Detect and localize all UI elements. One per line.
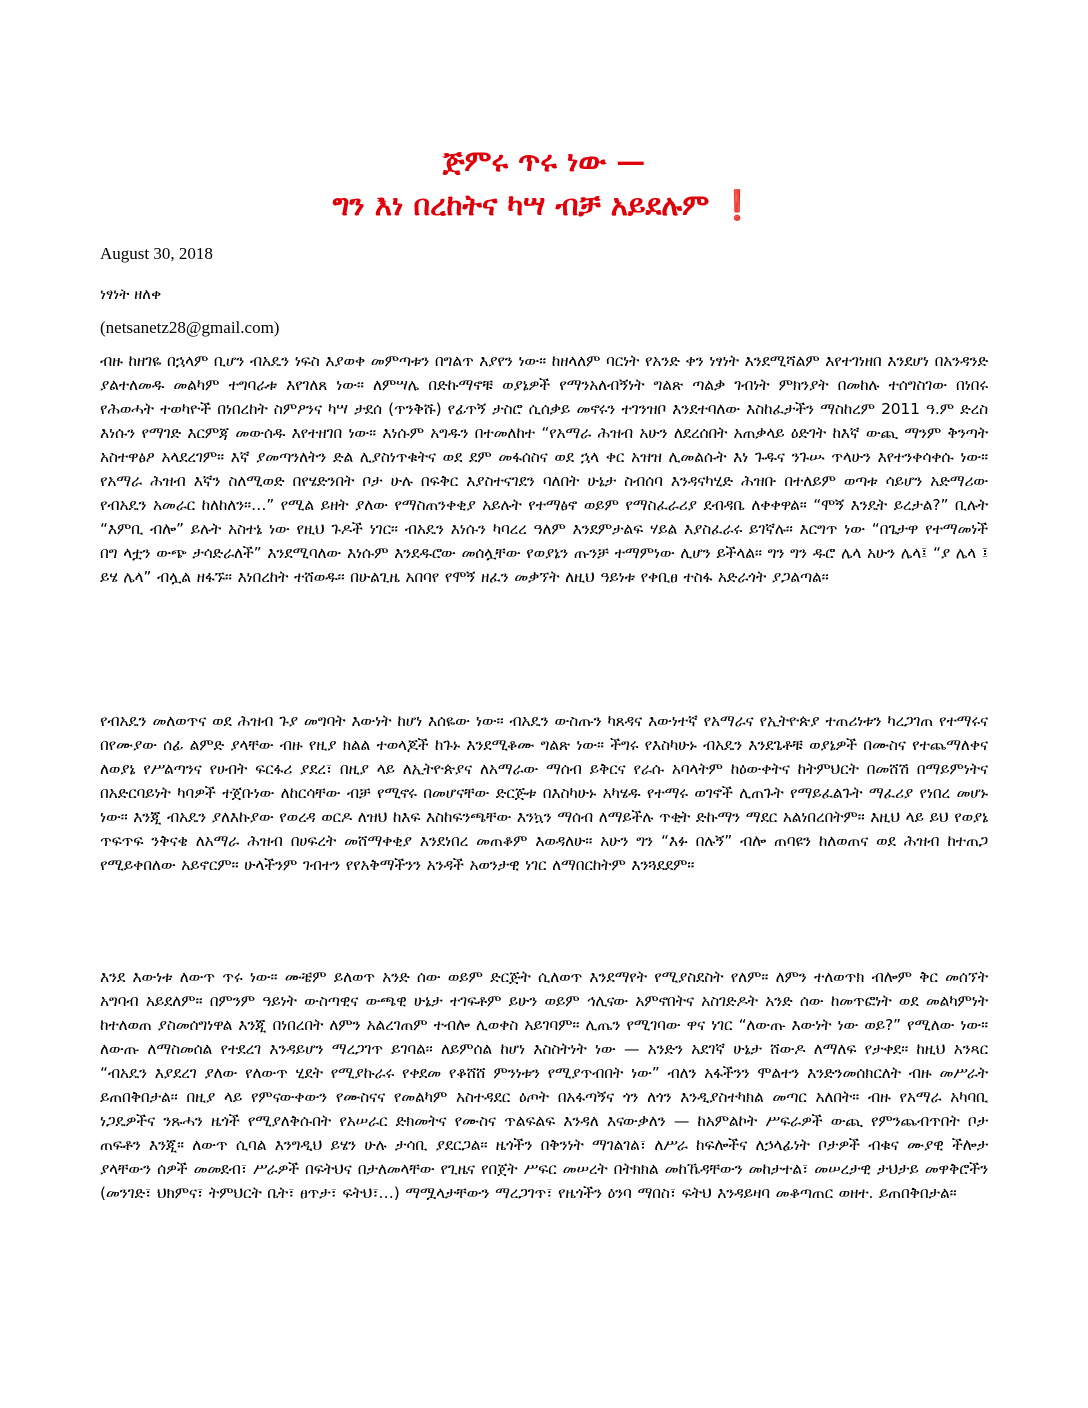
document-title-line-2: ግን እነ በረከትና ካሣ ብቻ አይደሉም ❗ <box>332 188 756 222</box>
body-paragraph-1: ብዙ ከዘገዬ በኋላም ቢሆን ብአዴን ነፍስ እያወቀ መምጣቱን በግልጥ እያየን ነው፡፡ ከዘላለም ባርነት የአንድ ቀን ነፃነት እንደሚሻልም እየተገነዘበ እንደሆነ በአንዳንድ ያልተለመዱ መልካም ተግባራቱ እየገለጸ ነው፡፡ ለምሣሌ በድኩማኖቹ ወያኔዎች የማንአለብኝነት ግልጽ ጣልቃ ገብነት ምክንያት በመከሉ ተሰግስገው በነበሩ የሕወሓት ተወካዮች በነበረከት ስምዖንና ካሣ ታደሰ (ጥንቅሹ) የፊጥኝ ታስሮ ሲሰቃይ መኖሩን ተገንዝቦ እንደተባለው እስከፈታችን ማስከረም 2011 ዓ.ም ድረስ እነሱን የማገድ እርምጃ መውሰዱ እየተዘገበ ነው፡፡ እነሱም አግዱን በተመለከተ “የአማራ ሕዝብ አሁን ለደረሰበት አጠቃላይ ዕድገት ከእኛ ውጪ ማንም ቅንጣት አስተዋፅዖ አላደረገም፡፡ እኛ ያመጣንለትን ድል ሊያስነጥቁትና ወደ ደም መፋሰስና ወደ ኋላ ቀር አዝዝ ሊመልሱት እነ ጉዱና ንጉሡ ጥላሁን እየተንቀሳቀሱ ነው፡፡ የአማራ ሕዝብ እኛን ስለሚወድ በየሄድንበት ቦታ ሁሉ በፍቅር እያስተናገደን ባለበት ሁኔታ ስብሰባ እንዳናካሂድ ሕዝቡ በተለይም ወጣቱ ሳይሆን አድማሪው የብአዴን አመራር ከለከለን፡፡…” የሚል ይዘት ያለው የማስጠንቀቂያ አይሉት የተማፅኖ ወይም የማስፈራሪያ ደብዳቤ ለቀቀዋል፡፡ “ሞኝ እንዴት ይረታል?” ቢሉት “እምቢ ብሎ” ይሉት አስተኔ ነው የዚህ ጉዶች ነገር፡፡ ብአዴን እነሱን ካባረረ ዓለም እንደምታልፍ ሃይል እያስፈራሩ ይገኛሉ፡፡ እርግጥ ነው “በጌታዋ የተማመነች በግ ላቷን ውጭ ታሳድራለች” እንደሚባለው እነሱም እንደዱሮው መሰሏቸው የወያኔን ጡንቻ ተማምነው ሊሆን ይችላል፡፡ ግን ግን ዱሮ ሌላ አሁን ሌላ፤ “ያ ሌላ ፤ ይሄ ሌላ” ብሏል ዘፋኙ፡፡ እነበረከት ተሸወዱ፡፡ በሁልጊዜ አበባየ የሞኝ ዘፈን መቃኘት ለዚህ ዓይነቱ የቀቢፀ ተስፋ አድራጎት ያጋልጣል፡፡ <box>100 352 988 586</box>
document-title-line-1: ጅምሩ ጥሩ ነው — <box>442 144 646 178</box>
body-paragraph-2: የብአዴን መለወጥና ወደ ሕዝብ ጉያ መግባት እውነት ከሆነ እሰዬው ነው፡፡ ብአዴን ውስጡን ካጸዳና እውነተኛ የአማራና የኢትዮጵያ ተጠሪነቱን ካረጋገጠ የተማሩና በየሙያው ሰፊ ልምድ ያላቸው ብዙ የዚያ ክልል ተወላጆች ከጉኑ እንደሚቆሙ ግልጽ ነው፡፡ ችግሩ የእስካሁኑ ብአዴን እንደጌቶቹ ወያኔዎች በሙስና የተጨማለቀና ለወያኔ የሥልጣንና የሀብት ፍርፋሪ ያደረ፣ በዚያ ላይ ለኢትዮጵያና ለአማራው ማሰብ ይቅርና የራሱ አባላትም ከዕውቀትና ከትምህርት በመሸሽ በማይምነትና በአድርባይነት ካባዎች ተጀቡነው ለከርሳቸው ብቻ የሚኖሩ በመሆናቸው ድርጅቱ በእስካሁኑ አካሄዱ የተማሩ ወገኖች ሊጠጉት የማይፈልጉት ማፈሪያ የነበረ መሆኑ ነው፡፡ እንጂ ብአዴን ያለእኩያው የወረዳ ወርዶ ለዝህ ከእፍ እስከፍንጫቸው እንኳን ማሰብ ለማይችሉ ጥቂት ድኩማን ማደር አልነበረበትም፡፡ እዚህ ላይ ይህ የወያኔ ጥፍጥፍ ንቅናቄ ለአማራ ሕዝብ በሀፍረት መሸማቀቂያ እንደነበረ መጠቆም እወዳለሁ፡፡ አሁን ግን “እፉ በሉኝ” ብሎ ጠባዩን ከለወጠና ወደ ሕዝብ ከተጠጋ የሚይቀበለው አይኖርም፡፡ ሁላችንም ገብተን የየአቅማችንን አንዳች አወንታዊ ነገር ለማበርከትም እንጓደደም፡፡ <box>100 712 988 874</box>
document-author: ነፃነት ዘለቀ <box>100 285 162 303</box>
author-email: (netsanetz28@gmail.com) <box>100 318 280 337</box>
body-paragraph-3: እንደ እውነቱ ለውጥ ጥሩ ነው፡፡ ሙቼም ይለወጥ አንድ ሰው ወይም ድርጅት ሲለወጥ እንደማየት የሚያስደስት የለም፡፡ ለምን ተለወጥክ ብሎም ቅር መሰኘት አግባብ አይደለም፡፡ በምንም ዓይነት ውስጣዊና ውጫዊ ሁኔታ ተገፍቶም ይሁን ወይም ኅሊናው አምኖበትና አስገድዶት አንድ ሰው ከመጥፎነት ወደ መልካምነት ከተለወጠ ያስመሰግነዋል እንጂ በነበረበት ለምን አልረገጠም ተብሎ ሊወቀስ አይገባም፡፡ ሊጤን የሚገባው ዋና ነገር “ለውጡ እውነት ነው ወይ?” የሚለው ነው፡፡ ለውጡ ለማስመሰል የተደረገ እንዳይሆን ማረጋገጥ ይገባል፡፡ ለይምሰል ከሆነ እስስትነት ነው — አንድን አደገኛ ሁኔታ ሸውዶ ለማለፍ የታቀደ፡፡ ከዚህ አንጻር “ብአዴን እያደረገ ያለው የለውጥ ሂደት የሚያኩራሩ የቀደመ የቆሸሸ ምንነቱን የሚያጥብበት ነው” ብለን አፋችንን ሞልተን እንድንመሰክርለት ብዙ መሥራት ይጠበቅበታል፡፡ በዚያ ላይ የምናውቀውን የሙስናና የመልካም አስተዳደር ዕጦት በአፋጣኝና ጎን ለጎን እንዲያስተካክል መጣር አለበት፡፡ ብዙ የአማራ አካባቢ ነጋዴዎችና ንጹሓን ዜጎች የሚያለቅሱበት የአሠራር ድክመትና የሙስና ጥልፍልፍ እንዳለ እናውቃለን — ከአምልኮት ሥፍራዎች ውጪ የምንጨብጥበት ቦታ ጠፍቶን እንጂ፡፡ ለውጥ ሲባል እንግዲህ ይሄን ሁሉ ታሳቢ ያደርጋል፡፡ ዜጎችን በቅንነት ማገልገል፣ ለሥራ ከፍሎችና ለኃላፊነት ቦታዎች ብቁና ሙያዊ ችሎታ ያላቸውን ሰዎች መመደብ፣ ሥራዎች በፍትህና በታለመላቸው የጊዜና የበጀት ሥፍር መሠረት በትክክል መከኼዳቸውን መከታተል፣ መሠረታዊ ታህታይ መዋቅሮችን (መንገድ፣ ህክምና፣ ትምህርት ቤት፣ ፀጥታ፣ ፍትህ፣…) ማሟላታቸውን ማረጋገጥ፣ የዜጎችን ዕንባ ማበስ፣ ፍትህ እንዳይዛባ መቆጣጠር ወዘተ. ይጠበቅበታል፡፡ <box>100 968 988 1202</box>
document-date: August 30, 2018 <box>100 244 213 263</box>
